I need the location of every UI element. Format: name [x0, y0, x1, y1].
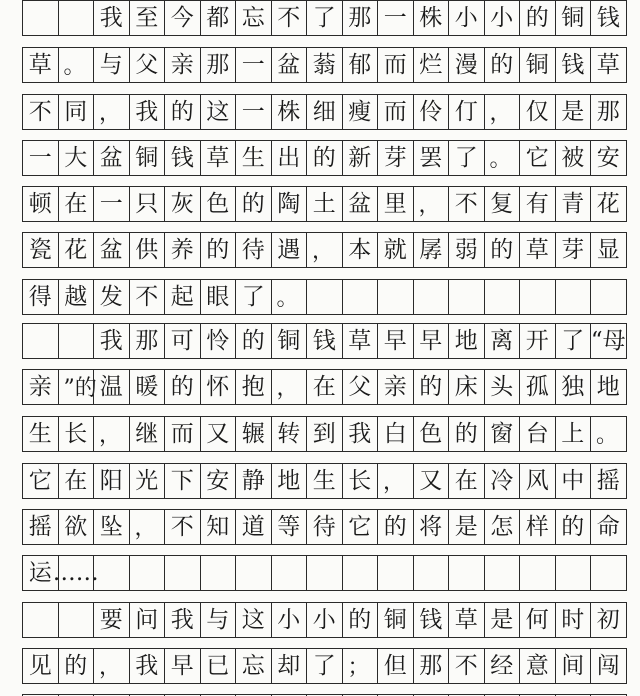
- grid-cell: 的: [164, 369, 201, 405]
- grid-cell: 白: [377, 416, 414, 452]
- grid-cell: [413, 555, 450, 591]
- grid-cell: 钱: [555, 47, 592, 83]
- grid-cell: 盆: [93, 232, 130, 268]
- grid-cell: 大: [58, 140, 95, 176]
- grid-cell: 抱: [235, 369, 272, 405]
- grid-cell: 色: [413, 416, 450, 452]
- grid-cell: 不: [129, 279, 166, 315]
- grid-cell: [58, 0, 95, 36]
- grid-cell: 小: [306, 602, 343, 638]
- grid-cell: 父: [342, 369, 379, 405]
- grid-cell: 等: [271, 509, 308, 545]
- grid-cell: 起: [164, 279, 201, 315]
- grid-cell: 花: [58, 232, 95, 268]
- grid-cell: 它: [22, 463, 59, 499]
- grid-cell: 色: [200, 186, 237, 222]
- grid-cell: [22, 0, 59, 36]
- grid-cell: 一: [235, 47, 272, 83]
- grid-cell: [58, 323, 95, 359]
- grid-cell: 瘦: [342, 94, 379, 130]
- grid-cell: 亲: [22, 369, 59, 405]
- grid-cell: 已: [200, 648, 237, 684]
- grid-cell: ，: [93, 94, 130, 130]
- grid-cell: ，: [271, 369, 308, 405]
- grid-cell: 怜: [200, 323, 237, 359]
- grid-cell: ，: [93, 416, 130, 452]
- grid-cell: 灰: [164, 186, 201, 222]
- grid-cell: [22, 323, 59, 359]
- grid-cell: 生: [306, 463, 343, 499]
- grid-cell: 是: [555, 94, 592, 130]
- grid-cell: 在: [306, 369, 343, 405]
- grid-cell: 漫: [448, 47, 485, 83]
- grid-cell: 青: [555, 186, 592, 222]
- grid-cell: 暖: [129, 369, 166, 405]
- grid-cell: 钱: [306, 323, 343, 359]
- grid-cell: 长: [58, 416, 95, 452]
- grid-cell: 意: [519, 648, 556, 684]
- grid-cell: 细: [306, 94, 343, 130]
- grid-cell: 供: [129, 232, 166, 268]
- grid-cell: 小: [271, 602, 308, 638]
- grid-cell: 仃: [448, 94, 485, 130]
- grid-cell: 至: [129, 0, 166, 36]
- grid-cell: [271, 555, 308, 591]
- grid-cell: ，: [129, 509, 166, 545]
- grid-cell: 养: [164, 232, 201, 268]
- grid-cell: 罢: [413, 140, 450, 176]
- grid-cell: 小: [484, 0, 521, 36]
- grid-row: [22, 463, 626, 499]
- grid-cell: 瓷: [22, 232, 59, 268]
- grid-cell: 样: [519, 509, 556, 545]
- grid-cell: 株: [413, 0, 450, 36]
- grid-cell: 父: [129, 47, 166, 83]
- grid-cell: 地: [271, 463, 308, 499]
- grid-cell: 的: [448, 416, 485, 452]
- grid-cell: 株: [271, 94, 308, 130]
- grid-row: [22, 602, 626, 638]
- grid-cell: 床: [448, 369, 485, 405]
- grid-cell: [413, 279, 450, 315]
- grid-cell: 早: [377, 323, 414, 359]
- grid-cell: [342, 279, 379, 315]
- grid-row: [22, 232, 626, 268]
- grid-cell: ，: [413, 186, 450, 222]
- grid-cell: 亲: [377, 369, 414, 405]
- grid-cell: 的: [484, 47, 521, 83]
- grid-cell: 摇: [590, 463, 627, 499]
- grid-cell: 地: [448, 323, 485, 359]
- grid-cell: 伶: [413, 94, 450, 130]
- grid-cell: [590, 279, 627, 315]
- grid-cell: 又: [413, 463, 450, 499]
- grid-cell: 的: [306, 140, 343, 176]
- grid-cell: 盆: [342, 186, 379, 222]
- grid-cell: ，: [93, 648, 130, 684]
- grid-row: [22, 186, 626, 222]
- grid-cell: 了: [235, 279, 272, 315]
- grid-cell: 眼: [200, 279, 237, 315]
- grid-cell: 间: [555, 648, 592, 684]
- grid-cell: 在: [58, 463, 95, 499]
- grid-cell: 顿: [22, 186, 59, 222]
- grid-cell: 同: [58, 94, 95, 130]
- grid-cell: 蓊: [306, 47, 343, 83]
- grid-cell: 出: [271, 140, 308, 176]
- grid-cell: [555, 279, 592, 315]
- grid-cell: 那: [129, 323, 166, 359]
- grid-cell: 而: [164, 416, 201, 452]
- grid-cell: 的: [235, 186, 272, 222]
- grid-cell: 铜: [555, 0, 592, 36]
- grid-cell: 早: [164, 648, 201, 684]
- grid-cell: 钱: [164, 140, 201, 176]
- grid-cell: 一: [93, 186, 130, 222]
- grid-cell: ……: [58, 555, 95, 591]
- grid-cell: 的: [235, 323, 272, 359]
- grid-cell: 光: [129, 463, 166, 499]
- grid-cell: [519, 555, 556, 591]
- grid-row: [22, 94, 626, 130]
- grid-cell: 又: [200, 416, 237, 452]
- grid-cell: 初: [590, 602, 627, 638]
- grid-cell: 钱: [590, 0, 627, 36]
- grid-cell: [164, 555, 201, 591]
- grid-cell: 草: [22, 47, 59, 83]
- grid-cell: 芽: [377, 140, 414, 176]
- grid-cell: 阳: [93, 463, 130, 499]
- grid-cell: 那: [590, 94, 627, 130]
- grid-cell: 但: [377, 648, 414, 684]
- grid-cell: [58, 602, 95, 638]
- grid-cell: 坠: [93, 509, 130, 545]
- grid-cell: [448, 555, 485, 591]
- grid-cell: 怎: [484, 509, 521, 545]
- grid-cell: 的: [519, 0, 556, 36]
- grid-cell: 转: [271, 416, 308, 452]
- grid-cell: 而: [377, 94, 414, 130]
- grid-cell: [200, 555, 237, 591]
- grid-row: [22, 369, 626, 405]
- grid-cell: [129, 555, 166, 591]
- grid-cell: 我: [129, 648, 166, 684]
- grid-cell: 亲: [164, 47, 201, 83]
- grid-row: [22, 279, 626, 315]
- grid-cell: 的: [58, 648, 95, 684]
- grid-cell: [555, 555, 592, 591]
- grid-cell: 地: [590, 369, 627, 405]
- grid-cell: 温: [93, 369, 130, 405]
- grid-cell: 安: [200, 463, 237, 499]
- grid-cell: 盆: [93, 140, 130, 176]
- grid-cell: [22, 602, 59, 638]
- grid-cell: 发: [93, 279, 130, 315]
- grid-cell: 今: [164, 0, 201, 36]
- grid-cell: 土: [306, 186, 343, 222]
- grid-row: [22, 555, 626, 591]
- grid-cell: 盆: [271, 47, 308, 83]
- grid-cell: 忘: [235, 0, 272, 36]
- grid-cell: 里: [377, 186, 414, 222]
- grid-cell: 上: [555, 416, 592, 452]
- grid-cell: 命: [590, 509, 627, 545]
- grid-cell: 。: [590, 416, 627, 452]
- grid-cell: 不: [22, 94, 59, 130]
- grid-cell: [306, 279, 343, 315]
- grid-cell: 仅: [519, 94, 556, 130]
- grid-cell: 道: [235, 509, 272, 545]
- grid-cell: “母: [590, 323, 627, 359]
- grid-row: [22, 416, 626, 452]
- grid-cell: 一: [377, 0, 414, 36]
- grid-row: [22, 140, 626, 176]
- grid-cell: 这: [235, 602, 272, 638]
- grid-cell: 继: [129, 416, 166, 452]
- grid-cell: 离: [484, 323, 521, 359]
- grid-cell: 铜: [129, 140, 166, 176]
- grid-cell: 了: [555, 323, 592, 359]
- grid-cell: 草: [519, 232, 556, 268]
- grid-cell: 一: [235, 94, 272, 130]
- grid-cell: 草: [200, 140, 237, 176]
- grid-cell: 在: [448, 463, 485, 499]
- grid-cell: [342, 555, 379, 591]
- grid-cell: 生: [235, 140, 272, 176]
- grid-cell: ；: [342, 648, 379, 684]
- grid-cell: ，: [306, 232, 343, 268]
- grid-cell: [377, 555, 414, 591]
- grid-cell: 却: [271, 648, 308, 684]
- grid-cell: 在: [58, 186, 95, 222]
- grid-cell: 窗: [484, 416, 521, 452]
- grid-cell: [448, 279, 485, 315]
- grid-cell: 何: [519, 602, 556, 638]
- grid-cell: 它: [519, 140, 556, 176]
- grid-cell: [306, 555, 343, 591]
- grid-cell: 铜: [519, 47, 556, 83]
- grid-cell: 而: [377, 47, 414, 83]
- grid-cell: 的: [413, 369, 450, 405]
- grid-cell: 忘: [235, 648, 272, 684]
- grid-cell: 得: [22, 279, 59, 315]
- grid-cell: [235, 555, 272, 591]
- grid-cell: 就: [377, 232, 414, 268]
- grid-cell: 了: [448, 140, 485, 176]
- grid-cell: 。: [484, 140, 521, 176]
- grid-cell: 那: [342, 0, 379, 36]
- grid-cell: 芽: [555, 232, 592, 268]
- grid-cell: 了: [306, 648, 343, 684]
- grid-cell: 烂: [413, 47, 450, 83]
- grid-cell: 早: [413, 323, 450, 359]
- grid-cell: 独: [555, 369, 592, 405]
- grid-cell: 钱: [413, 602, 450, 638]
- grid-cell: 那: [200, 47, 237, 83]
- grid-row: [22, 509, 626, 545]
- grid-cell: 不: [448, 648, 485, 684]
- grid-cell: 的: [484, 232, 521, 268]
- grid-cell: 辗: [235, 416, 272, 452]
- grid-cell: 不: [271, 0, 308, 36]
- grid-cell: 它: [342, 509, 379, 545]
- grid-cell: 冷: [484, 463, 521, 499]
- grid-cell: 不: [164, 509, 201, 545]
- grid-cell: 待: [235, 232, 272, 268]
- grid-cell: 。: [58, 47, 95, 83]
- grid-cell: 弱: [448, 232, 485, 268]
- grid-row: [22, 323, 626, 359]
- grid-cell: 被: [555, 140, 592, 176]
- grid-cell: 我: [129, 94, 166, 130]
- grid-cell: [484, 279, 521, 315]
- grid-cell: 开: [519, 323, 556, 359]
- grid-cell: 经: [484, 648, 521, 684]
- grid-cell: 一: [22, 140, 59, 176]
- grid-cell: 待: [306, 509, 343, 545]
- grid-cell: 遇: [271, 232, 308, 268]
- grid-cell: 怀: [200, 369, 237, 405]
- grid-cell: [519, 279, 556, 315]
- grid-cell: 的: [342, 602, 379, 638]
- grid-cell: 孱: [413, 232, 450, 268]
- grid-cell: 孤: [519, 369, 556, 405]
- grid-cell: 风: [519, 463, 556, 499]
- grid-cell: 我: [164, 602, 201, 638]
- grid-cell: [93, 555, 130, 591]
- grid-row: [22, 0, 626, 36]
- grid-cell: 头: [484, 369, 521, 405]
- grid-cell: ，: [377, 463, 414, 499]
- grid-cell: 那: [413, 648, 450, 684]
- grid-cell: 这: [200, 94, 237, 130]
- grid-cell: 中: [555, 463, 592, 499]
- grid-cell: 复: [484, 186, 521, 222]
- grid-cell: 闯: [590, 648, 627, 684]
- grid-cell: ，: [484, 94, 521, 130]
- grid-cell: 下: [164, 463, 201, 499]
- grid-cell: 知: [200, 509, 237, 545]
- grid-cell: 都: [200, 0, 237, 36]
- grid-cell: 。: [271, 279, 308, 315]
- grid-cell: 我: [342, 416, 379, 452]
- grid-cell: 铜: [377, 602, 414, 638]
- grid-cell: 的: [555, 509, 592, 545]
- grid-cell: 将: [413, 509, 450, 545]
- grid-cell: 长: [342, 463, 379, 499]
- grid-cell: 问: [129, 602, 166, 638]
- grid-cell: 摇: [22, 509, 59, 545]
- grid-cell: 到: [306, 416, 343, 452]
- grid-cell: 越: [58, 279, 95, 315]
- grid-cell: ”的: [58, 369, 95, 405]
- grid-cell: 我: [93, 323, 130, 359]
- grid-cell: 本: [342, 232, 379, 268]
- grid-cell: [377, 279, 414, 315]
- grid-cell: 的: [200, 232, 237, 268]
- grid-cell: 时: [555, 602, 592, 638]
- grid-cell: 草: [342, 323, 379, 359]
- grid-cell: 的: [377, 509, 414, 545]
- grid-cell: 花: [590, 186, 627, 222]
- grid-cell: 见: [22, 648, 59, 684]
- grid-cell: 只: [129, 186, 166, 222]
- grid-cell: 是: [448, 509, 485, 545]
- grid-cell: 陶: [271, 186, 308, 222]
- grid-cell: 欲: [58, 509, 95, 545]
- grid-cell: 与: [200, 602, 237, 638]
- grid-row: [22, 648, 626, 684]
- grid-cell: 我: [93, 0, 130, 36]
- grid-cell: 显: [590, 232, 627, 268]
- grid-cell: 是: [484, 602, 521, 638]
- grid-cell: 小: [448, 0, 485, 36]
- grid-cell: 草: [590, 47, 627, 83]
- grid-cell: [590, 555, 627, 591]
- grid-cell: 安: [590, 140, 627, 176]
- grid-cell: 了: [306, 0, 343, 36]
- grid-row: [22, 47, 626, 83]
- grid-cell: 的: [164, 94, 201, 130]
- grid-cell: 新: [342, 140, 379, 176]
- grid-cell: 静: [235, 463, 272, 499]
- grid-cell: 可: [164, 323, 201, 359]
- grid-cell: 有: [519, 186, 556, 222]
- grid-cell: 铜: [271, 323, 308, 359]
- grid-cell: 生: [22, 416, 59, 452]
- grid-cell: 要: [93, 602, 130, 638]
- grid-cell: 与: [93, 47, 130, 83]
- grid-cell: 台: [519, 416, 556, 452]
- grid-cell: 运: [22, 555, 59, 591]
- grid-cell: 郁: [342, 47, 379, 83]
- grid-cell: 不: [448, 186, 485, 222]
- grid-cell: 草: [448, 602, 485, 638]
- grid-cell: [484, 555, 521, 591]
